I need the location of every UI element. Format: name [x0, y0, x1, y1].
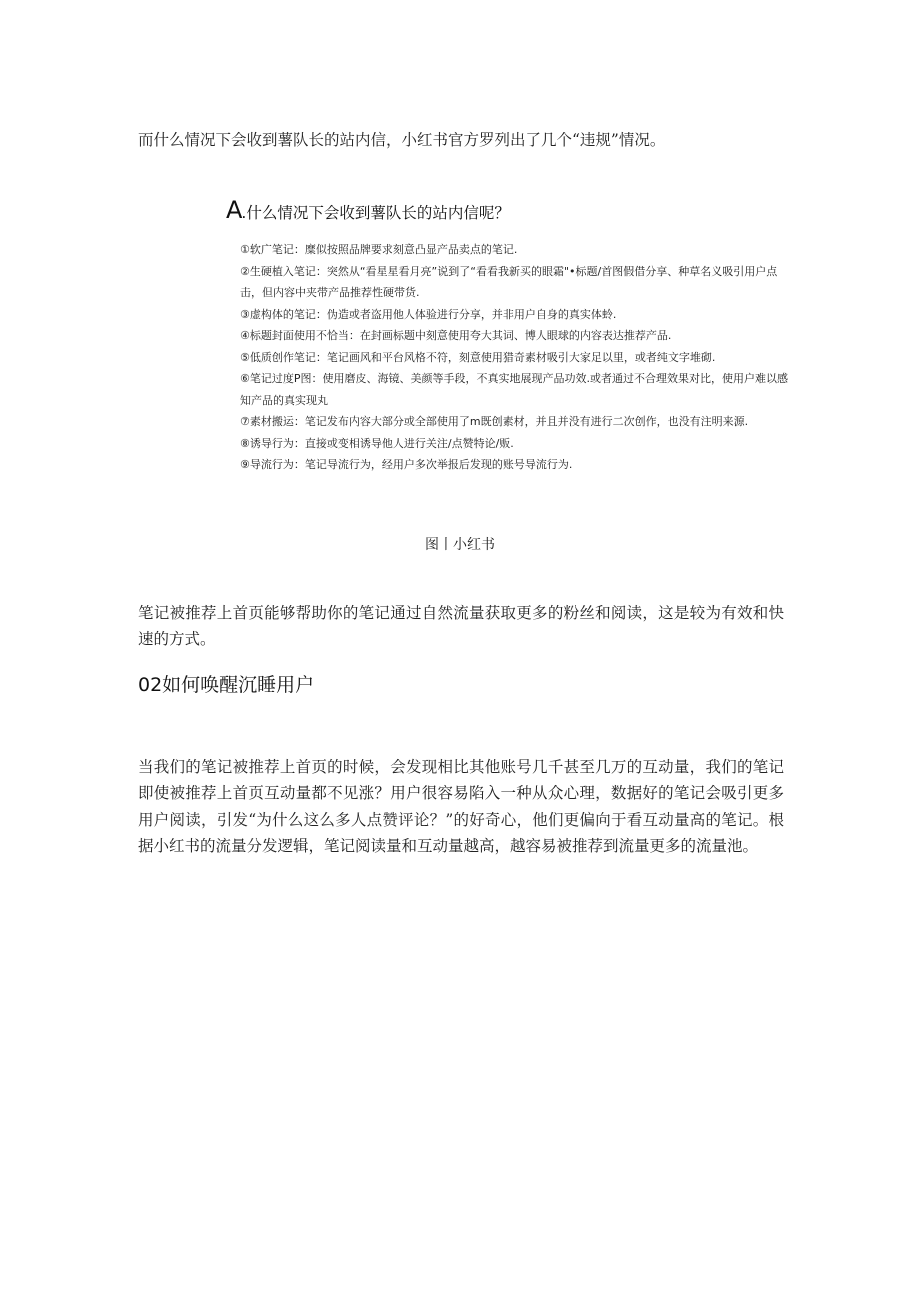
intro-paragraph: 而什么情况下会收到薯队长的站内信，小红书官方罗列出了几个“违规”情况。	[138, 130, 666, 149]
section-heading: 02如何唤醒沉睡用户	[138, 674, 315, 696]
list-item: ⑤低质创作笔记：笔记画风和平台风格不符，刻意使用猎奇素材吸引大家足以里，或者纯文字堆砌.	[240, 350, 716, 364]
list-item: ③虚构体的笔记：伪造或者盗用他人体验进行分享，并非用户自身的真实体蛉.	[240, 307, 617, 321]
list-item: ②生硬植入笔记：突然从“看星星看月亮”说到了“看看我新买的眼霜"•标题/首图假借分享、种草名义吸引用户点击，但内容中夹带产品推荐性硬带货.	[240, 264, 778, 299]
figure-heading-letter: A	[226, 196, 242, 224]
figure-heading-text: .什么情况下会收到薯队长的站内信呢？	[241, 204, 510, 222]
figure-violation-list	[226, 239, 796, 476]
figure-caption: 图丨小红书	[425, 537, 495, 553]
list-item: ⑨导流行为：笔记导流行为，经用户多次举报后发现的账号导流行为.	[240, 458, 573, 471]
figure-image	[226, 196, 796, 476]
list-item: ⑧诱导行为：直接或变相诱导他人进行关注/点赞特论/贩.	[240, 436, 514, 450]
list-item: ⑦素材搬运：笔记发布内容大部分或全部使用了m既创素材，并且并没有进行二次创作，也没有注明来源.	[240, 415, 749, 428]
figure-heading	[226, 196, 796, 227]
list-item: ⑥笔记过度P图：使用磨皮、海镜、美颜等手段，不真实地展现产品功效.或者通过不合理效果对比，使用户难以感知产品的真实现丸	[240, 372, 788, 407]
body-paragraph-2: 当我们的笔记被推荐上首页的时候，会发现相比其他账号几千甚至几万的互动量，我们的笔记即使被推荐上首页互动量都不见涨？用户很容易陷入一种从众心理，数据好的笔记会吸引更多用户阅读，引发“为什么这么多人点赞评论？”的好奇心，他们更偏向于看互动量高的笔记。根据小红书的流量分发逻辑，笔记阅读量和互动量越高，越容易被推荐到流量更多的流量池。	[138, 757, 784, 855]
list-item: ④标题封面使用不恰当：在封画标题中刻意使用夸大其词、博人眼球的内容表达推荐产品.	[240, 329, 672, 342]
body-paragraph-1: 笔记被推荐上首页能够帮助你的笔记通过自然流量获取更多的粉丝和阅读，这是较为有效和快速的方式。	[138, 603, 784, 648]
list-item: ①软广笔记：糜似按照品牌要求刻意凸显产品卖点的笔记.	[240, 243, 518, 256]
